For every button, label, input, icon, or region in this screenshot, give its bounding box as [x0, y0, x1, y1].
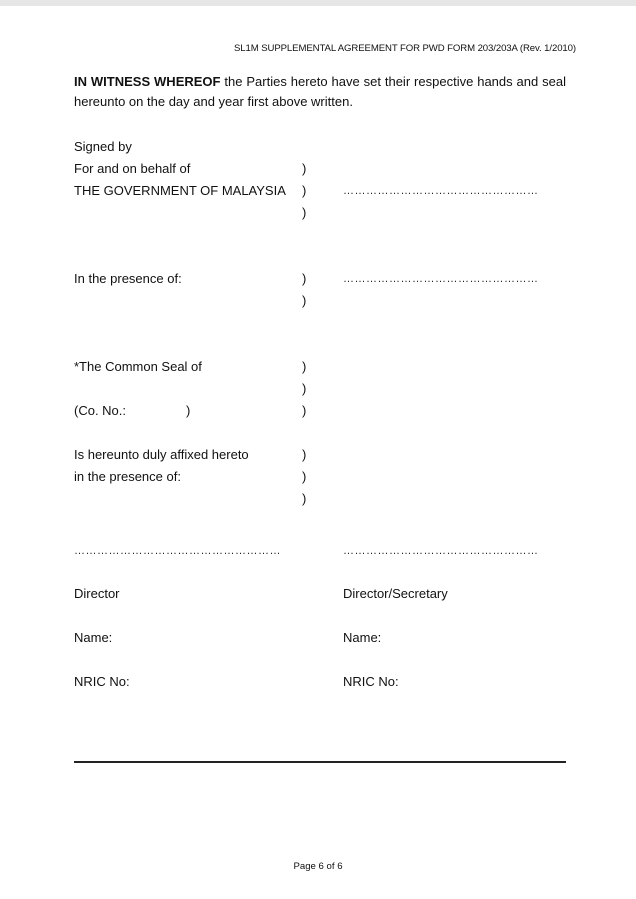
bottom-rule [74, 761, 566, 763]
bracket: ) [302, 359, 307, 374]
bracket: ) [302, 381, 307, 396]
bracket: ) [302, 271, 307, 286]
page-number: Page 6 of 6 [293, 861, 343, 872]
bracket: ) [302, 205, 307, 220]
company-number-label: (Co. No.: [74, 403, 127, 418]
secretary-signature-line[interactable]: …………………………………………… [343, 545, 539, 557]
witness-presence-label: In the presence of: [74, 271, 182, 286]
page-top-border [0, 0, 636, 6]
director-name-label: Name: [74, 630, 113, 645]
director-title: Director [74, 586, 120, 601]
secretary-name-label: Name: [343, 630, 382, 645]
government-signature-line[interactable]: …………………………………………… [343, 185, 539, 197]
bracket: ) [302, 447, 307, 462]
witness-text: the Parties hereto have set their respective hands and seal hereunto on the day and year first above written. [74, 74, 566, 109]
bracket: ) [302, 469, 307, 484]
seal-affixed-label: Is hereunto duly affixed hereto [74, 447, 249, 462]
director-secretary-title: Director/Secretary [343, 586, 448, 601]
signed-by-label: Signed by [74, 139, 132, 154]
director-nric-label: NRIC No: [74, 674, 130, 689]
director-signature-line[interactable]: ……………………………………………… [74, 545, 281, 557]
bracket: ) [302, 403, 307, 418]
company-number-close: ) [186, 403, 191, 418]
behalf-label: For and on behalf of [74, 161, 191, 176]
bracket: ) [302, 293, 307, 308]
witness-clause [74, 72, 566, 112]
document-header: SL1M SUPPLEMENTAL AGREEMENT FOR PWD FORM 203/203A (Rev. 1/2010) [233, 43, 576, 54]
secretary-nric-label: NRIC No: [343, 674, 399, 689]
bracket: ) [302, 161, 307, 176]
government-party-name: THE GOVERNMENT OF MALAYSIA [74, 183, 286, 198]
witness-signature-line[interactable]: …………………………………………… [343, 273, 539, 285]
witness-heading: IN WITNESS WHEREOF [74, 74, 221, 89]
common-seal-label: *The Common Seal of [74, 359, 202, 374]
bracket: ) [302, 183, 307, 198]
bracket: ) [302, 491, 307, 506]
seal-presence-label: in the presence of: [74, 469, 181, 484]
